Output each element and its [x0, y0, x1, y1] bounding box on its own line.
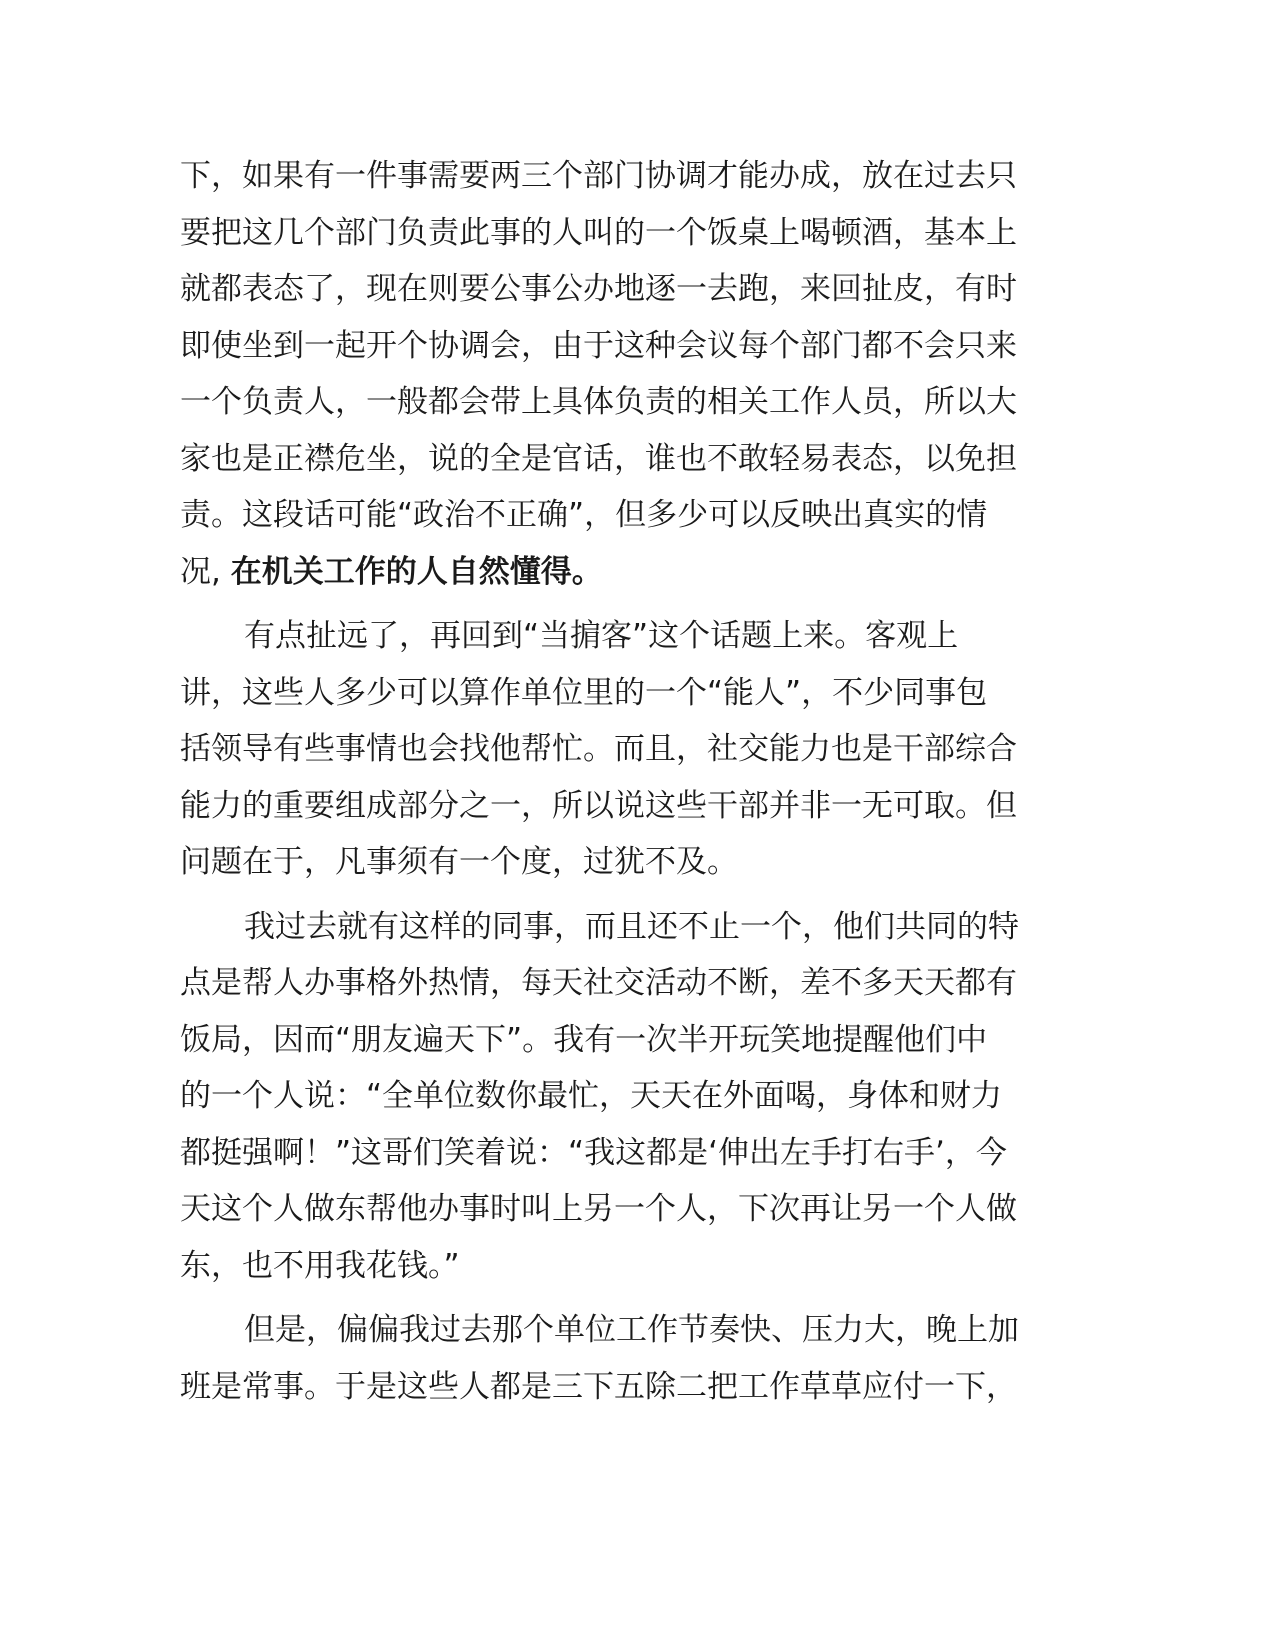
text-line: 问题在于，凡事须有一个度，过犹不及。: [180, 844, 738, 880]
text-line: 点是帮人办事格外热情，每天社交活动不断，差不多天天都有: [180, 965, 1017, 1001]
text-line: 能力的重要组成部分之一，所以说这些干部并非一无可取。但: [180, 787, 1017, 824]
document-body: [180, 148, 1080, 1415]
text-line: 家也是正襟危坐，说的全是官话，谁也不敢轻易表态，以免担: [180, 440, 1017, 477]
text-line: 班是常事。于是这些人都是三下五除二把工作草草应付一下，: [180, 1368, 1017, 1405]
text-line: 饭局，因而“朋友遍天下”。我有一次半开玩笑地提醒他们中: [180, 1021, 988, 1058]
text-line: 括领导有些事情也会找他帮忙。而且，社交能力也是干部综合: [180, 731, 1017, 767]
paragraph-2: [180, 608, 1080, 891]
text-line: 一个负责人，一般都会带上具体负责的相关工作人员，所以大: [180, 384, 1017, 420]
text-line: 下，如果有一件事需要两三个部门协调才能办成，放在过去只: [180, 158, 1017, 194]
paragraph-4: [180, 1302, 1080, 1415]
text-line: 就都表态了，现在则要公事公办地逐一去跑，来回扯皮，有时: [180, 271, 1017, 307]
text-fragment: 况,: [180, 553, 221, 590]
text-line: 东，也不用我花钱。”: [180, 1247, 460, 1284]
paragraph-1: [180, 148, 1080, 600]
text-line: 的一个人说：“全单位数你最忙，天天在外面喝，身体和财力: [180, 1078, 1003, 1114]
text-line: 我过去就有这样的同事，而且还不止一个，他们共同的特: [244, 908, 1019, 945]
text-line: 讲，这些人多少可以算作单位里的一个“能人”，不少同事包: [180, 674, 988, 711]
text-line: 责。这段话可能“政治不正确”，但多少可以反映出真实的情: [180, 497, 988, 533]
bold-text-fragment: 在机关工作的人自然懂得。: [230, 553, 603, 590]
text-line: 要把这几个部门负责此事的人叫的一个饭桌上喝顿酒，基本上: [180, 214, 1017, 251]
text-line: 天这个人做东帮他办事时叫上另一个人，下次再让另一个人做: [180, 1191, 1017, 1227]
text-line: 但是，偏偏我过去那个单位工作节奏快、压力大，晚上加: [244, 1312, 1019, 1348]
text-line: [180, 544, 1080, 601]
text-line: 有点扯远了，再回到“当掮客”这个话题上来。客观上: [244, 618, 959, 654]
text-line: 即使坐到一起开个协调会，由于这种会议每个部门都不会只来: [180, 327, 1017, 364]
text-line: 都挺强啊！”这哥们笑着说：“我这都是‘伸出左手打右手’，今: [180, 1134, 1007, 1171]
paragraph-3: [180, 899, 1080, 1295]
